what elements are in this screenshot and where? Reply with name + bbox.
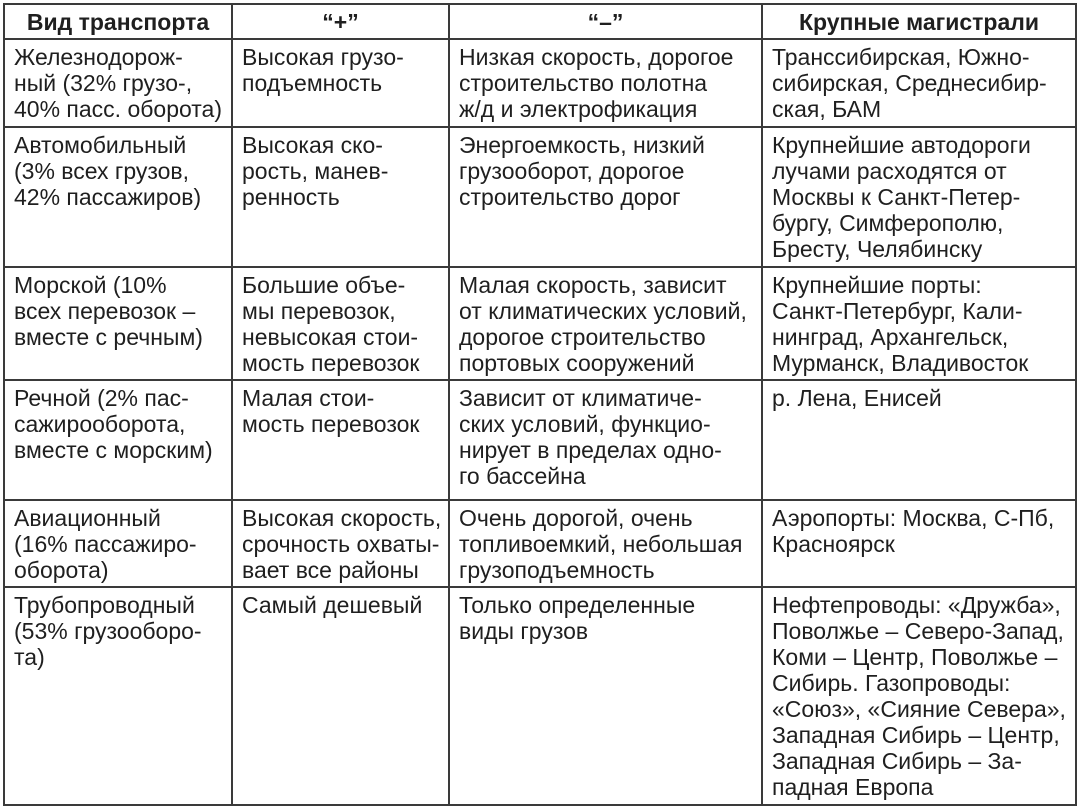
table-row bbox=[4, 380, 1076, 500]
cell-advantages: Большие объе- мы перевозок, невысокая стои- мость перевозок bbox=[232, 267, 449, 380]
table-row bbox=[4, 39, 1076, 127]
cell-main-routes: Крупнейшие автодороги лучами расходятся от Москвы к Санкт-Петер- бургу, Симферополю, Бресту, Челябинску bbox=[762, 127, 1076, 267]
table-row bbox=[4, 267, 1076, 380]
table-row bbox=[4, 587, 1076, 805]
header-main-routes: Крупные магистрали bbox=[762, 4, 1076, 39]
transport-table bbox=[3, 3, 1077, 806]
cell-main-routes: р. Лена, Енисей bbox=[762, 380, 1076, 500]
cell-transport-type: Трубопроводный (53% грузообоpо- та) bbox=[4, 587, 232, 805]
cell-disadvantages: Малая скорость, зависит от климатических условий, дорогое строительство портовых сооружений bbox=[449, 267, 762, 380]
cell-transport-type: Авиационный (16% пассажиро- оборота) bbox=[4, 500, 232, 587]
cell-main-routes: Аэропорты: Москва, С-Пб, Красноярск bbox=[762, 500, 1076, 587]
cell-main-routes: Нефтепроводы: «Дружба», Поволжье – Северо-Запад, Коми – Центр, Поволжье – Сибирь. Газопроводы: «Союз», «Сияние Севера», Западная Сибирь – Центр, Западная Сибирь – За- падная Европа bbox=[762, 587, 1076, 805]
cell-advantages: Малая стои- мость перевозок bbox=[232, 380, 449, 500]
cell-main-routes: Транссибирская, Южно- сибирская, Среднесибир- ская, БАМ bbox=[762, 39, 1076, 127]
cell-disadvantages: Низкая скорость, дорогое строительство полотна ж/д и электрофикация bbox=[449, 39, 762, 127]
cell-disadvantages: Только определенные виды грузов bbox=[449, 587, 762, 805]
header-disadvantages: “–” bbox=[449, 4, 762, 39]
cell-transport-type: Железнодорож- ный (32% грузо-, 40% пасс. оборота) bbox=[4, 39, 232, 127]
header-row bbox=[4, 4, 1076, 39]
cell-disadvantages: Энергоемкость, низкий грузооборот, дорогое строительство дорог bbox=[449, 127, 762, 267]
cell-advantages: Самый дешевый bbox=[232, 587, 449, 805]
table-row bbox=[4, 500, 1076, 587]
header-advantages: “+” bbox=[232, 4, 449, 39]
header-transport-type: Вид транспорта bbox=[4, 4, 232, 39]
cell-transport-type: Автомобильный (3% всех грузов, 42% пассажиров) bbox=[4, 127, 232, 267]
cell-advantages: Высокая скорость, срочность охваты- вает все районы bbox=[232, 500, 449, 587]
table-row bbox=[4, 127, 1076, 267]
cell-advantages: Высокая грузо- подъемность bbox=[232, 39, 449, 127]
cell-disadvantages: Очень дорогой, очень топливоемкий, небольшая грузоподъемность bbox=[449, 500, 762, 587]
cell-transport-type: Речной (2% пас- сажирооборота, вместе с морским) bbox=[4, 380, 232, 500]
cell-disadvantages: Зависит от климатиче- ских условий, функцио- нирует в пределах одно- го бассейна bbox=[449, 380, 762, 500]
cell-advantages: Высокая ско- рость, манев- ренность bbox=[232, 127, 449, 267]
cell-main-routes: Крупнейшие порты: Санкт-Петербург, Кали- нинград, Архангельск, Мурманск, Владивосток bbox=[762, 267, 1076, 380]
cell-transport-type: Морской (10% всех перевозок – вместе с речным) bbox=[4, 267, 232, 380]
